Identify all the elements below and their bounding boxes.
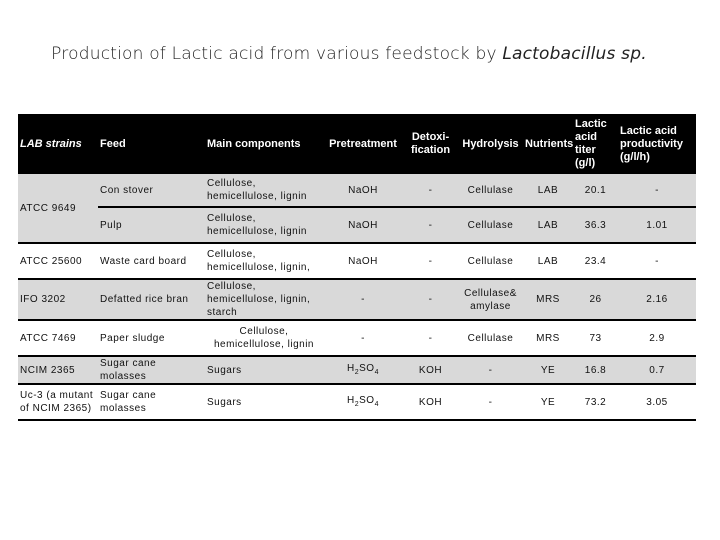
cell-strain: IFO 3202 bbox=[18, 279, 98, 320]
cell-components: Cellulose, hemicellulose, lignin bbox=[205, 207, 323, 243]
cell-detox: KOH bbox=[403, 384, 458, 420]
cell-pretreatment: NaOH bbox=[323, 207, 403, 243]
cell-nutrients: MRS bbox=[523, 279, 573, 320]
cell-hydrolysis: - bbox=[458, 384, 523, 420]
cell-strain: ATCC 7469 bbox=[18, 320, 98, 356]
cell-hydrolysis: Cellulase bbox=[458, 174, 523, 207]
title-text: Production of Lactic acid from various feedstock by bbox=[51, 44, 503, 64]
cell-productivity: 2.16 bbox=[618, 279, 696, 320]
cell-components: Cellulose, hemicellulose, lignin, bbox=[205, 243, 323, 279]
slide-title bbox=[0, 44, 698, 64]
cell-detox: - bbox=[403, 243, 458, 279]
header-nutrients: Nutrients bbox=[523, 114, 573, 174]
cell-pretreatment: - bbox=[323, 320, 403, 356]
table-row bbox=[18, 243, 696, 279]
cell-titer: 73.2 bbox=[573, 384, 618, 420]
table-row bbox=[18, 320, 696, 356]
cell-pretreatment: $H_2SO_4$ bbox=[323, 356, 403, 384]
title-species: Lactobacillus sp. bbox=[502, 44, 647, 64]
cell-strain: ATCC 9649 bbox=[18, 174, 98, 243]
cell-titer: 36.3 bbox=[573, 207, 618, 243]
cell-pretreatment: - bbox=[323, 279, 403, 320]
cell-nutrients: MRS bbox=[523, 320, 573, 356]
cell-detox: - bbox=[403, 320, 458, 356]
table-row bbox=[18, 174, 696, 207]
cell-components: Cellulose, hemicellulose, lignin, starch bbox=[205, 279, 323, 320]
cell-feed: Sugar cane molasses bbox=[98, 356, 205, 384]
cell-detox: KOH bbox=[403, 356, 458, 384]
cell-components: Sugars bbox=[205, 384, 323, 420]
table-row bbox=[18, 356, 696, 384]
cell-pretreatment: $H_2SO_4$ bbox=[323, 384, 403, 420]
cell-nutrients: LAB bbox=[523, 243, 573, 279]
cell-feed: Defatted rice bran bbox=[98, 279, 205, 320]
header-main-components: Main components bbox=[205, 114, 323, 174]
cell-pretreatment: NaOH bbox=[323, 174, 403, 207]
cell-pretreatment: NaOH bbox=[323, 243, 403, 279]
cell-feed: Waste card board bbox=[98, 243, 205, 279]
cell-strain: NCIM 2365 bbox=[18, 356, 98, 384]
header-pretreatment: Pretreatment bbox=[323, 114, 403, 174]
cell-hydrolysis: Cellulase bbox=[458, 207, 523, 243]
header-detoxification: Detoxi-fication bbox=[403, 114, 458, 174]
cell-productivity: 3.05 bbox=[618, 384, 696, 420]
cell-hydrolysis: - bbox=[458, 356, 523, 384]
table-row bbox=[18, 207, 696, 243]
cell-productivity: 1.01 bbox=[618, 207, 696, 243]
cell-titer: 26 bbox=[573, 279, 618, 320]
cell-feed: Paper sludge bbox=[98, 320, 205, 356]
cell-productivity: - bbox=[618, 243, 696, 279]
cell-productivity: - bbox=[618, 174, 696, 207]
cell-components: Cellulose, hemicellulose, lignin bbox=[205, 320, 323, 356]
cell-components: Sugars bbox=[205, 356, 323, 384]
lactic-acid-table bbox=[18, 114, 696, 421]
table-row bbox=[18, 384, 696, 420]
cell-nutrients: YE bbox=[523, 384, 573, 420]
cell-feed: Pulp bbox=[98, 207, 205, 243]
header-lab-strains: LAB strains bbox=[18, 114, 98, 174]
cell-productivity: 0.7 bbox=[618, 356, 696, 384]
cell-titer: 20.1 bbox=[573, 174, 618, 207]
cell-productivity: 2.9 bbox=[618, 320, 696, 356]
header-hydrolysis: Hydrolysis bbox=[458, 114, 523, 174]
cell-hydrolysis: Cellulase bbox=[458, 243, 523, 279]
table-row bbox=[18, 279, 696, 320]
cell-detox: - bbox=[403, 174, 458, 207]
cell-nutrients: YE bbox=[523, 356, 573, 384]
header-productivity: Lactic acid productivity (g/l/h) bbox=[618, 114, 696, 174]
cell-titer: 16.8 bbox=[573, 356, 618, 384]
cell-detox: - bbox=[403, 279, 458, 320]
cell-strain: ATCC 25600 bbox=[18, 243, 98, 279]
cell-feed: Con stover bbox=[98, 174, 205, 207]
cell-hydrolysis: Cellulase bbox=[458, 320, 523, 356]
cell-nutrients: LAB bbox=[523, 174, 573, 207]
cell-hydrolysis: Cellulase& amylase bbox=[458, 279, 523, 320]
header-titer: Lactic acid titer (g/l) bbox=[573, 114, 618, 174]
cell-strain: Uc-3 (a mutant of NCIM 2365) bbox=[18, 384, 98, 420]
cell-titer: 23.4 bbox=[573, 243, 618, 279]
cell-nutrients: LAB bbox=[523, 207, 573, 243]
cell-components: Cellulose, hemicellulose, lignin bbox=[205, 174, 323, 207]
header-row bbox=[18, 114, 696, 174]
cell-detox: - bbox=[403, 207, 458, 243]
header-feed: Feed bbox=[98, 114, 205, 174]
cell-feed: Sugar cane molasses bbox=[98, 384, 205, 420]
cell-titer: 73 bbox=[573, 320, 618, 356]
